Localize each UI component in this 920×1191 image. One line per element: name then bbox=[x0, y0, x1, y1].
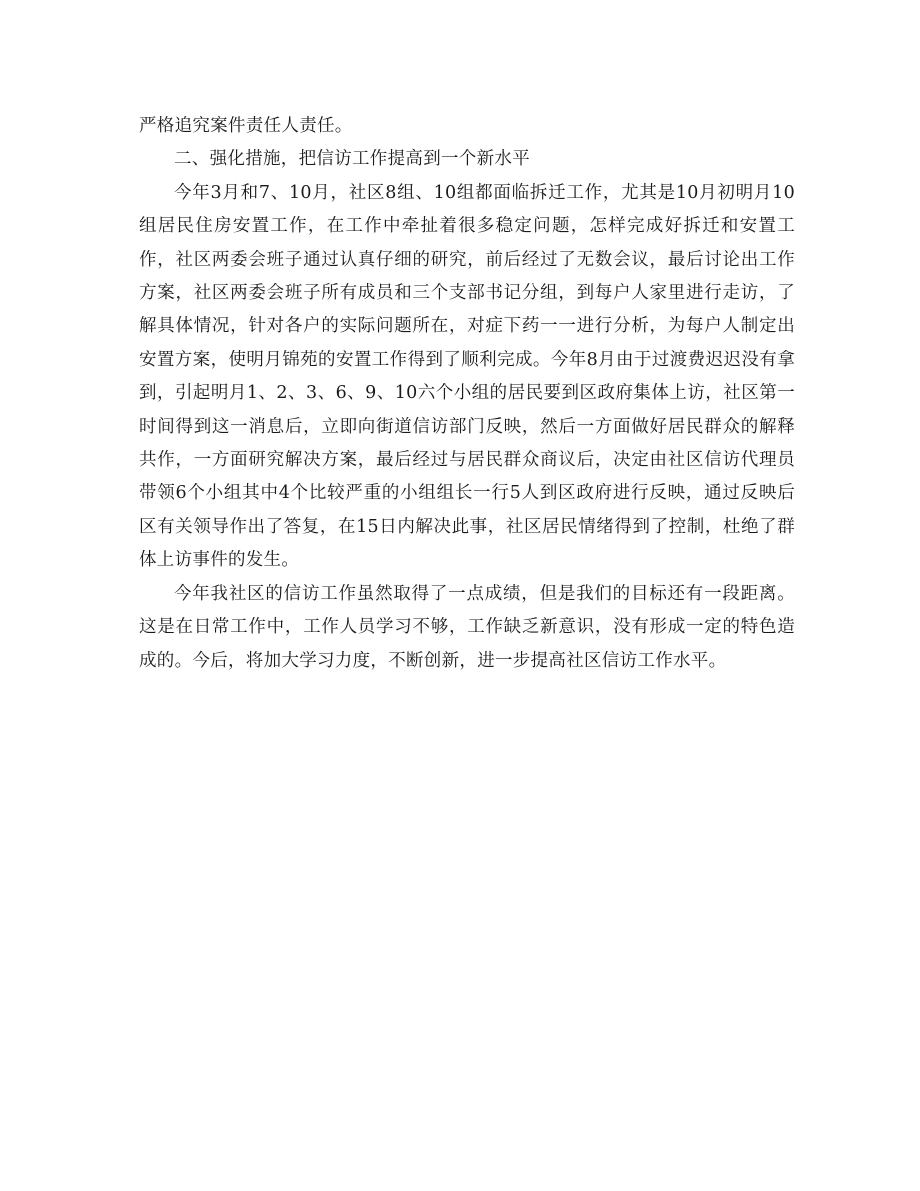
document-body bbox=[139, 110, 795, 678]
section-heading: 二、强化措施，把信访工作提高到一个新水平 bbox=[174, 149, 530, 170]
paragraph-1: 严格追究案件责任人责任。 bbox=[139, 116, 353, 136]
paragraph-3: 今年3月和7、10月，社区8组、10组都面临拆迁工作，尤其是10月初明月10组居民住房安置工作，在工作中牵扯着很多稳定问题，怎样完成好拆迁和安置工作，社区两委会班子通过认真仔细的研究，前后经过了无数会议，最后讨论出工作方案，社区两委会班子所有成员和三个支部书记分组，到每户人家里进行走访，了解具体情况，针对各户的实际问题所在，对症下药一一进行分析，为每户人制定出安置方案，使明月锦苑的安置工作得到了顺利完成。今年8月由于过渡费迟迟没有拿到，引起明月1、2、3、6、9、10六个小组的居民要到区政府集体上访，社区第一时间得到这一消息后，立即向街道信访部门反映，然后一方面做好居民群众的解释共作，一方面研究解决方案，最后经过与居民群众商议后，决定由社区信访代理员带领6个小组其中4个比较严重的小组组长一行5人到区政府进行反映，通过反映后区有关领导作出了答复，在15日内解决此事，社区居民情绪得到了控制，杜绝了群体上访事件的发生。 bbox=[139, 182, 795, 571]
paragraph-4: 今年我社区的信访工作虽然取得了一点成绩，但是我们的目标还有一段距离。这是在日常工作中，工作人员学习不够，工作缺乏新意识，没有形成一定的特色造成的。今后，将加大学习力度，不断创新，进一步提高社区信访工作水平。 bbox=[139, 583, 795, 671]
